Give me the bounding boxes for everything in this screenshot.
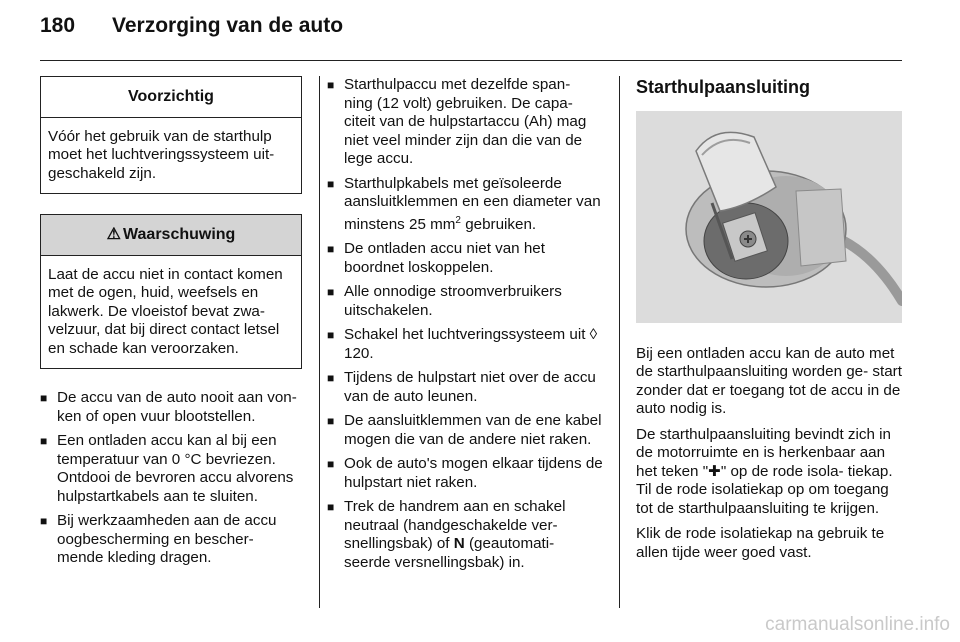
header-divider: [40, 60, 902, 61]
jump-start-connector-image: [636, 111, 902, 323]
list-item: ■ Alle onnodige stroomverbruikers uitschakelen.: [327, 283, 603, 320]
superscript-2: 2: [455, 214, 461, 226]
list-item-text-end: (geautomati- seerde versnellingsbak) in.: [344, 535, 555, 571]
page-number: 180: [40, 14, 76, 37]
left-bullet-list: [40, 389, 302, 568]
column-divider-2: [619, 76, 620, 608]
caution-title: Voorzichtig: [41, 77, 301, 118]
caution-text: Vóór het gebruik van de starthulp moet het luchtveringssysteem uit- geschakeld zijn.: [48, 127, 275, 182]
list-item: [327, 175, 603, 235]
page-header: [40, 14, 343, 54]
list-item: ■ Bij werkzaamheden aan de accu oogbescherming en bescher- mende kleding dragen.: [40, 512, 302, 568]
list-item: ■ De aansluitklemmen van de ene kabel mogen die van de andere niet raken.: [327, 412, 603, 449]
page-reference: 120.: [344, 344, 374, 362]
warning-title: Waarschuwing: [123, 226, 236, 243]
list-item-text-end: gebruiken.: [460, 215, 537, 233]
middle-column: [327, 76, 603, 578]
paragraph-text-end: " op de rode isola- tiekap. Til de rode isolatiekap op om toegang tot de starthulpaansluiting te krijgen.: [636, 462, 893, 517]
plus-icon: ✚: [708, 462, 721, 480]
watermark: carmanualsonline.info: [765, 614, 950, 635]
warning-triangle-icon: ⚠: [106, 226, 122, 243]
column-divider-1: [319, 76, 320, 608]
list-item: ■ De accu van de auto nooit aan von- ken of open vuur blootstellen.: [40, 389, 302, 426]
page-reference-icon: ◊: [589, 326, 598, 344]
middle-bullet-list: [327, 76, 603, 572]
section-title: Starthulpaansluiting: [636, 77, 811, 97]
list-item-text: Trek de handrem aan en schakel neutraal (handgeschakelde ver- snellingsbak) of: [344, 498, 566, 553]
paragraph: Bij een ontladen accu kan de auto met de starthulpaansluiting worden ge- start zonder dat er toegang tot de accu in de auto nodig is.: [636, 344, 902, 417]
left-column: [40, 76, 302, 574]
list-item-text: Starthulpkabels met geïsoleerde aansluitklemmen en een diameter van minstens 25 mm: [344, 174, 601, 233]
gear-neutral-label: N: [453, 535, 465, 553]
list-item: ■ Een ontladen accu kan al bij een temperatuur van 0 °C bevriezen. Ontdooi de bevroren accu alvorens hulpstartkabels aan te sluiten.: [40, 432, 302, 506]
paragraph-text: De starthulpaansluiting bevindt zich in de motorruimte en is herkenbaar aan het teken ": [636, 425, 891, 480]
paragraph: [636, 426, 902, 519]
list-item: [327, 498, 603, 572]
right-column: [636, 76, 902, 569]
list-item: ■ De ontladen accu niet van het boordnet loskoppelen.: [327, 240, 603, 277]
list-item: ■ Starthulpaccu met dezelfde span- ning (12 volt) gebruiken. De capa- citeit van de hulpstartaccu (Ah) mag niet veel minder zijn dan die van de lege accu.: [327, 76, 603, 169]
warning-box: [40, 214, 302, 369]
page-title: Verzorging van de auto: [112, 14, 344, 37]
caution-box: [40, 76, 302, 194]
list-item: [327, 326, 603, 363]
list-item: ■ Tijdens de hulpstart niet over de accu van de auto leunen.: [327, 369, 603, 406]
paragraph: Klik de rode isolatiekap na gebruik te allen tijde weer goed vast.: [636, 525, 885, 561]
list-item: ■ Ook de auto's mogen elkaar tijdens de hulpstart niet raken.: [327, 455, 603, 492]
warning-text: Laat de accu niet in contact komen met de ogen, huid, weefsels en lakwerk. De vloeistof bevat zwa- velzuur, dat bij direct contact letsel en schade kan veroorzaken.: [48, 265, 283, 357]
list-item-text: Schakel het luchtveringssysteem uit: [344, 326, 590, 344]
warning-header: [41, 215, 301, 256]
